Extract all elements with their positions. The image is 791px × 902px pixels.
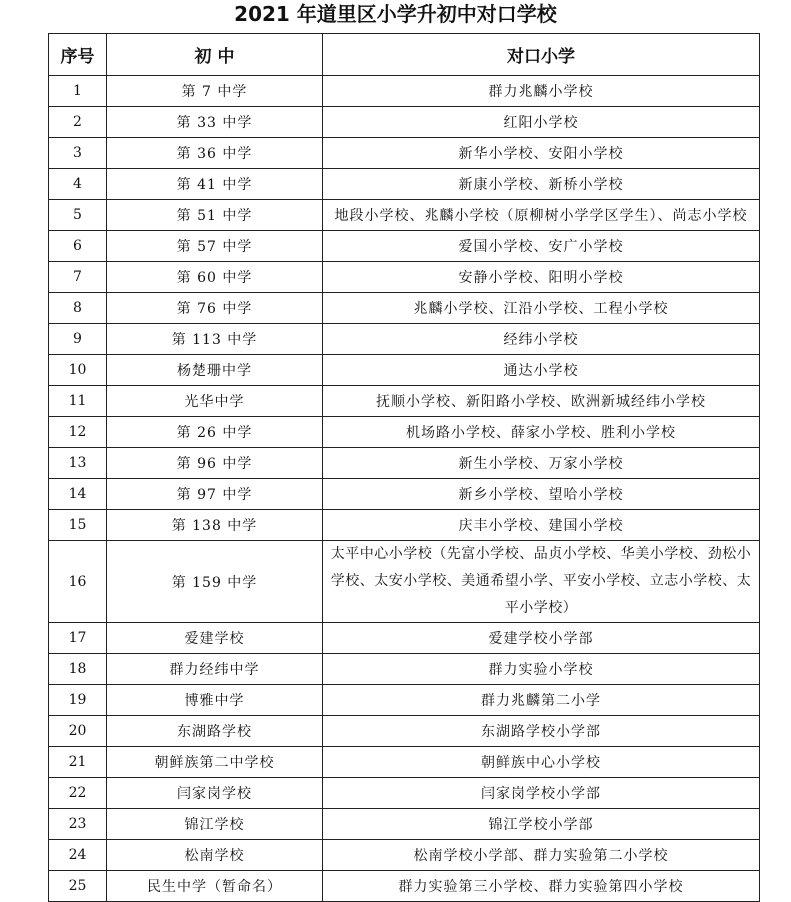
primary-schools: 机场路小学校、薛家小学校、胜利小学校: [323, 417, 760, 448]
table-row: [49, 654, 760, 685]
table-row: [49, 747, 760, 778]
header-index: 序号: [49, 34, 107, 76]
header-primary-schools: 对口小学: [323, 34, 760, 76]
row-index: 10: [49, 355, 107, 386]
table-row: [49, 386, 760, 417]
middle-school-name: 第 33 中学: [107, 107, 323, 138]
primary-schools: 抚顺小学校、新阳路小学校、欧洲新城经纬小学校: [323, 386, 760, 417]
row-index: 14: [49, 479, 107, 510]
primary-schools: 安静小学校、阳明小学校: [323, 262, 760, 293]
primary-schools: 群力实验小学校: [323, 654, 760, 685]
primary-schools: 爱国小学校、安广小学校: [323, 231, 760, 262]
table-row: [49, 262, 760, 293]
row-index: 5: [49, 200, 107, 231]
middle-school-name: 东湖路学校: [107, 716, 323, 747]
primary-schools: 太平中心小学校（先富小学校、品贞小学校、华美小学校、劲松小学校、太安小学校、美通希望小学、平安小学校、立志小学校、太平小学校）: [323, 541, 760, 623]
primary-schools: 群力兆麟小学校: [323, 76, 760, 107]
middle-school-name: 第 51 中学: [107, 200, 323, 231]
table-row: [49, 448, 760, 479]
table-row: [49, 231, 760, 262]
primary-schools: 新生小学校、万家小学校: [323, 448, 760, 479]
primary-schools: 通达小学校: [323, 355, 760, 386]
table-row: [49, 138, 760, 169]
primary-schools: 东湖路学校小学部: [323, 716, 760, 747]
table-row: [49, 417, 760, 448]
table-row: [49, 778, 760, 809]
middle-school-name: 博雅中学: [107, 685, 323, 716]
page-title: 2021 年道里区小学升初中对口学校: [234, 2, 557, 26]
row-index: 6: [49, 231, 107, 262]
primary-schools: 群力实验第三小学校、群力实验第四小学校: [323, 871, 760, 902]
table-row: [49, 76, 760, 107]
table-row: [49, 809, 760, 840]
header-middle-school: 初 中: [107, 34, 323, 76]
primary-schools: 兆麟小学校、江沿小学校、工程小学校: [323, 293, 760, 324]
table-row: [49, 200, 760, 231]
row-index: 25: [49, 871, 107, 902]
row-index: 12: [49, 417, 107, 448]
middle-school-name: 第 26 中学: [107, 417, 323, 448]
middle-school-name: 松南学校: [107, 840, 323, 871]
middle-school-name: 第 41 中学: [107, 169, 323, 200]
table-row: [49, 479, 760, 510]
middle-school-name: 群力经纬中学: [107, 654, 323, 685]
table-row: [49, 541, 760, 623]
school-assignment-table: [48, 33, 760, 902]
row-index: 13: [49, 448, 107, 479]
row-index: 7: [49, 262, 107, 293]
middle-school-name: 第 97 中学: [107, 479, 323, 510]
primary-schools: 新华小学校、安阳小学校: [323, 138, 760, 169]
row-index: 16: [49, 541, 107, 623]
middle-school-name: 爱建学校: [107, 623, 323, 654]
row-index: 23: [49, 809, 107, 840]
primary-schools: 松南学校小学部、群力实验第二小学校: [323, 840, 760, 871]
middle-school-name: 第 7 中学: [107, 76, 323, 107]
middle-school-name: 第 113 中学: [107, 324, 323, 355]
table-row: [49, 623, 760, 654]
row-index: 19: [49, 685, 107, 716]
primary-schools: 闫家岗学校小学部: [323, 778, 760, 809]
row-index: 18: [49, 654, 107, 685]
middle-school-name: 锦江学校: [107, 809, 323, 840]
primary-schools: 锦江学校小学部: [323, 809, 760, 840]
primary-schools: 群力兆麟第二小学: [323, 685, 760, 716]
table-row: [49, 510, 760, 541]
table-row: [49, 685, 760, 716]
middle-school-name: 民生中学（暂命名）: [107, 871, 323, 902]
row-index: 21: [49, 747, 107, 778]
table-body: [49, 76, 760, 902]
row-index: 17: [49, 623, 107, 654]
primary-schools: 朝鲜族中心小学校: [323, 747, 760, 778]
table-row: [49, 355, 760, 386]
row-index: 11: [49, 386, 107, 417]
row-index: 4: [49, 169, 107, 200]
middle-school-name: 朝鲜族第二中学校: [107, 747, 323, 778]
primary-schools: 新乡小学校、望哈小学校: [323, 479, 760, 510]
middle-school-name: 杨楚珊中学: [107, 355, 323, 386]
primary-schools: 庆丰小学校、建国小学校: [323, 510, 760, 541]
middle-school-name: 光华中学: [107, 386, 323, 417]
primary-schools: 经纬小学校: [323, 324, 760, 355]
primary-schools: 爱建学校小学部: [323, 623, 760, 654]
row-index: 24: [49, 840, 107, 871]
row-index: 1: [49, 76, 107, 107]
table-row: [49, 169, 760, 200]
primary-schools: 红阳小学校: [323, 107, 760, 138]
table-row: [49, 107, 760, 138]
row-index: 8: [49, 293, 107, 324]
table-row: [49, 324, 760, 355]
middle-school-name: 第 36 中学: [107, 138, 323, 169]
middle-school-name: 第 159 中学: [107, 541, 323, 623]
primary-schools: 地段小学校、兆麟小学校（原柳树小学学区学生）、尚志小学校: [323, 200, 760, 231]
middle-school-name: 第 60 中学: [107, 262, 323, 293]
table-row: [49, 293, 760, 324]
row-index: 3: [49, 138, 107, 169]
table-header-row: [49, 34, 760, 76]
row-index: 22: [49, 778, 107, 809]
table-row: [49, 871, 760, 902]
primary-schools: 新康小学校、新桥小学校: [323, 169, 760, 200]
row-index: 15: [49, 510, 107, 541]
table-row: [49, 840, 760, 871]
middle-school-name: 第 96 中学: [107, 448, 323, 479]
middle-school-name: 第 57 中学: [107, 231, 323, 262]
middle-school-name: 闫家岗学校: [107, 778, 323, 809]
row-index: 20: [49, 716, 107, 747]
row-index: 9: [49, 324, 107, 355]
middle-school-name: 第 138 中学: [107, 510, 323, 541]
middle-school-name: 第 76 中学: [107, 293, 323, 324]
table-row: [49, 716, 760, 747]
row-index: 2: [49, 107, 107, 138]
